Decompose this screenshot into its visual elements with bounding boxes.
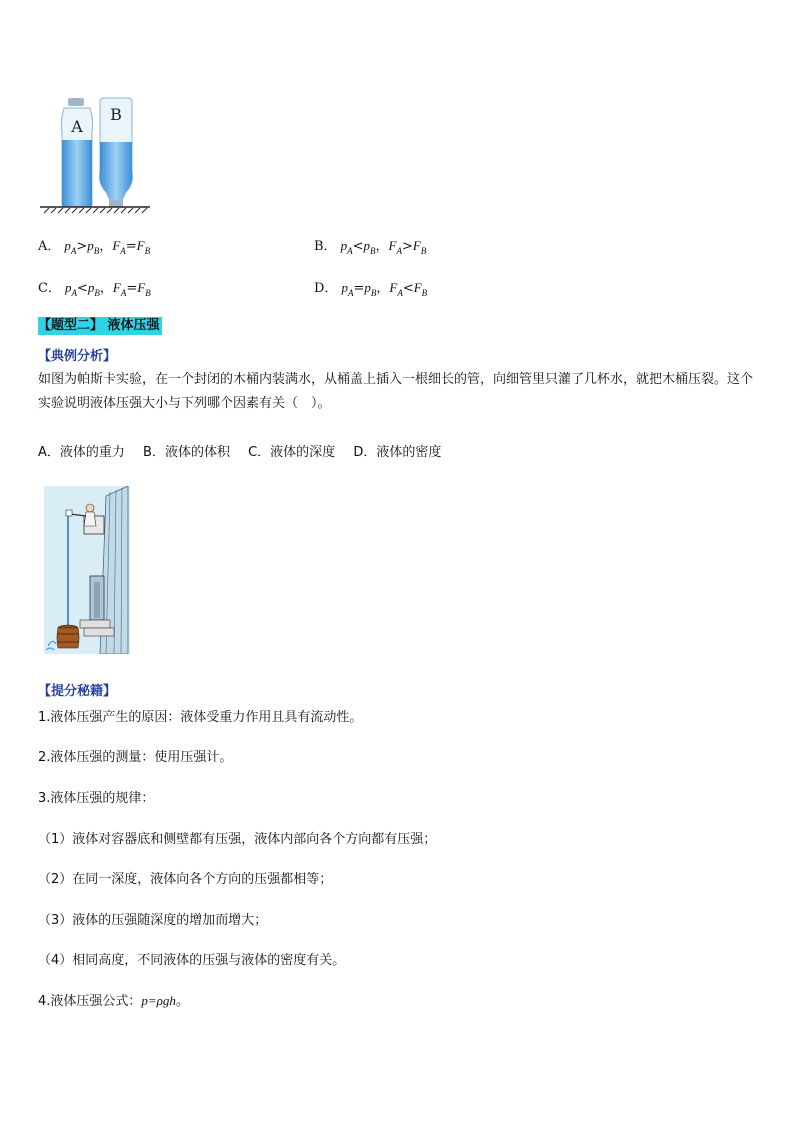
tip-3-3: （3）液体的压强随深度的增加而增大； bbox=[38, 913, 268, 928]
tip-3-4: （4）相同高度，不同液体的压强与液体的密度有关。 bbox=[38, 953, 346, 968]
pascal-barrel-figure bbox=[44, 486, 130, 654]
q1-option-d: D． $p_A=p_B$，$F_A<F_B$ bbox=[314, 280, 428, 298]
tip-3-1: （1）液体对容器底和侧壁都有压强，液体内部向各个方向都有压强； bbox=[38, 832, 437, 847]
tip-1: 1.液体压强产生的原因：液体受重力作用且具有流动性。 bbox=[38, 710, 363, 725]
q1-option-b: B． $p_A<p_B$，$F_A>F_B$ bbox=[314, 238, 427, 256]
formula: p=ρgh bbox=[141, 993, 176, 1008]
q2-choice-a: A．液体的重力 bbox=[38, 445, 125, 460]
formula-suffix: 。 bbox=[175, 994, 189, 1009]
q1-option-c: C． $p_A<p_B$，$F_A=F_B$ bbox=[38, 280, 151, 298]
formula-prefix: 4.液体压强公式： bbox=[38, 994, 142, 1009]
tip-2: 2.液体压强的测量：使用压强计。 bbox=[38, 750, 233, 765]
q2-choice-b: B．液体的体积 bbox=[143, 445, 230, 460]
q2-choices bbox=[38, 441, 455, 460]
tips-heading: 【提分秘籍】 bbox=[38, 684, 117, 699]
analysis-heading: 【典例分析】 bbox=[38, 349, 117, 364]
tip-3: 3.液体压强的规律： bbox=[38, 791, 155, 806]
question-text: 如图为帕斯卡实验，在一个封闭的木桶内装满水，从桶盖上插入一根细长的管，向细管里只灌了几杯水，就把木桶压裂。这个实验说明液体压强大小与下列哪个因素有关（ ）。 bbox=[38, 372, 754, 411]
bottles-figure bbox=[38, 92, 153, 214]
bottle-b-label: B bbox=[110, 105, 122, 124]
bottle-a-label: A bbox=[71, 117, 83, 136]
tip-3-2: （2）在同一深度，液体向各个方向的压强都相等； bbox=[38, 872, 333, 887]
q2-choice-d: D．液体的密度 bbox=[353, 445, 442, 460]
bottle-a bbox=[61, 98, 92, 206]
q1-option-a: A． $p_A>p_B$，$F_A=F_B$ bbox=[38, 238, 151, 256]
q2-choice-c: C．液体的深度 bbox=[248, 445, 336, 460]
barrel-icon bbox=[57, 625, 79, 648]
tip-4 bbox=[38, 990, 189, 1009]
section-tag: 【题型二】 液体压强 bbox=[38, 318, 160, 333]
